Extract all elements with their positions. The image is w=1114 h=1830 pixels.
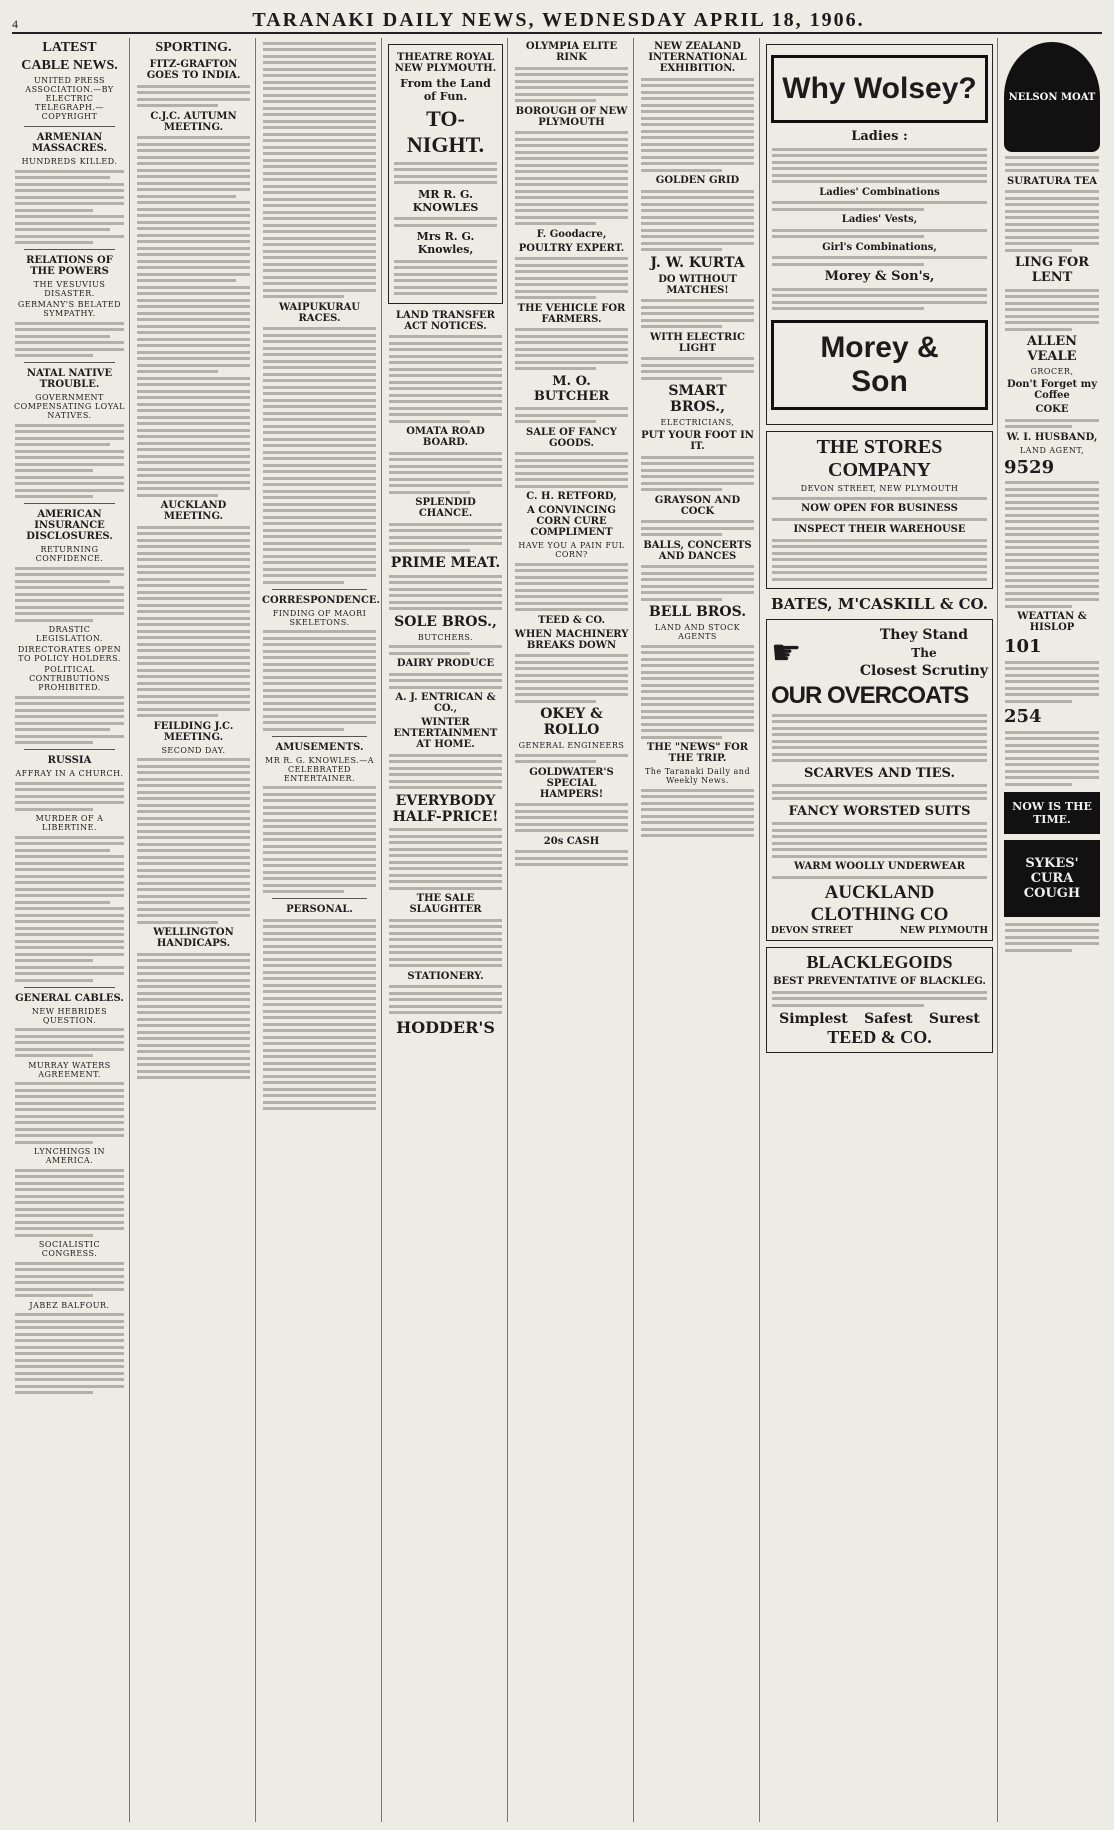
headline-insurance: AMERICAN INSURANCE DISCLOSURES. [26,509,113,542]
ad-foot-in-it: PUT YOUR FOOT IN IT. [641,430,754,452]
headline-fitz-grafton: FITZ-GRAFTON GOES TO INDIA. [146,59,241,81]
ad-stationery: STATIONERY. [407,970,484,982]
ad-our-overcoats: OUR OVERCOATS [771,682,969,709]
headline-splendid: SPLENDID CHANCE. [415,497,476,519]
ad-corn-cure: A CONVINCING CORN CURE COMPLIMENT [527,505,616,538]
headline-auckland-meeting: AUCKLAND MEETING. [160,500,227,522]
headline-armenian: ARMENIAN MASSACRES. [31,132,108,154]
ad-scarves-ties: SCARVES AND TIES. [804,765,955,781]
ad-safest: Safest [864,1010,913,1027]
ad-smart-bros: SMART BROS., [668,383,727,415]
column-ads-theatre [384,38,508,1822]
ad-grayson-cock: GRAYSON AND COCK [654,494,741,517]
ad-blacklegoids [766,947,993,1053]
subhead-vesuvius: THE VESUVIUS DISASTER. [33,280,106,298]
ad-sale-slaughter: THE SALE SLAUGHTER [409,893,482,915]
subhead-confidence: RETURNING CONFIDENCE. [35,545,104,563]
ad-why-wolsey-box [771,55,988,123]
heading-cable-news: CABLE NEWS. [21,58,118,73]
headline-natal: NATAL NATIVE TROUBLE. [26,368,113,390]
ad-devon-street: DEVON STREET [771,926,853,936]
ad-engineers: GENERAL ENGINEERS [518,741,625,750]
ad-blacklegoids-teed: TEED & CO. [827,1026,932,1047]
subhead-hebrides: NEW HEBRIDES QUESTION. [31,1006,108,1025]
column-racing-amusements [258,38,382,1822]
ad-9529: 9529 [1004,456,1055,478]
ad-golden-grid: GOLDEN GRID [655,175,740,186]
ad-coke: COKE [1035,404,1069,415]
press-credit: UNITED PRESS ASSOCIATION.—BY ELECTRIC TELEGRAPH.—COPYRIGHT [25,76,114,121]
column-display-ads [762,38,998,1822]
ad-hodders: HODDER'S [396,1017,495,1037]
ad-auckland-clothing [766,619,993,941]
headline-feilding: FEILDING J.C. MEETING. [153,720,234,743]
ad-sole-bros-butchers: BUTCHERS. [417,632,474,642]
ad-20s-cash: 20s CASH [543,835,600,847]
ad-butcher: M. O. BUTCHER [533,373,610,404]
ad-blacklegoids-sub: BEST PREVENTATIVE OF BLACKLEG. [773,976,986,987]
ad-girls-combinations: Girl's Combinations, [822,241,937,253]
column-cable-news [10,38,130,1822]
ad-goodacre: F. Goodacre, [536,228,607,240]
ad-goldwaters: GOLDWATER'S SPECIAL HAMPERS! [529,766,614,800]
newspaper-title: TARANAKI DAILY NEWS, WEDNESDAY APRIL 18, 1906. [252,9,865,31]
subhead-second-day: SECOND DAY. [161,745,226,755]
pointing-hand-icon: ☛ [771,633,802,673]
ad-stores-open: NOW OPEN FOR BUSINESS [801,503,958,514]
headline-powers: RELATIONS OF THE POWERS [26,255,113,277]
subhead-directorates: DIRECTORATES OPEN TO POLICY HOLDERS. [17,645,122,663]
column-ads-exhibition [636,38,760,1822]
ad-ladies-vests: Ladies' Vests, [841,214,918,225]
ad-bell-bros: BELL BROS. [648,604,747,620]
ad-machinery: WHEN MACHINERY BREAKS DOWN [514,628,629,651]
column-right-ads [1000,38,1104,1822]
headline-waipukurau: WAIPUKURAU RACES. [278,301,361,324]
ad-everybody-half-price: EVERYBODY HALF-PRICE! [392,792,499,825]
subhead-legislation: DRASTIC LEGISLATION. [36,625,103,643]
ad-husband: W. I. HUSBAND, [1006,431,1098,443]
ad-new-plymouth: NEW PLYMOUTH [899,926,988,936]
ad-grocer: GROCER, [1030,367,1074,376]
ad-allen-veale: ALLEN VEALE [1026,334,1078,364]
subhead-political: POLITICAL CONTRIBUTIONS PROHIBITED. [29,665,110,692]
headline-general-cables: GENERAL CABLES. [15,992,124,1004]
ad-auckland-clothing-title: AUCKLAND CLOTHING CO [810,882,949,925]
theatre-tagline: From the Land of Fun. [400,77,491,103]
ad-why-wolsey-title: Why Wolsey? [782,72,977,105]
ad-teed-co: TEED & CO. [538,614,605,626]
masthead-spacer [1099,17,1102,32]
subhead-germany: GERMANY'S BELATED SYMPATHY. [17,300,122,318]
subhead-hundreds-killed: HUNDREDS KILLED. [21,157,118,166]
masthead [12,10,1102,34]
ad-bates-mcaskill: BATES, M'CASKILL & CO. [771,595,988,613]
column-ads-olympia [510,38,634,1822]
page-number: 4 [12,17,18,31]
subhead-natal: GOVERNMENT COMPENSATING LOYAL NATIVES. [14,393,125,420]
ad-exhibition: NEW ZEALAND INTERNATIONAL EXHIBITION. [648,41,747,74]
headline-omata: OMATA ROAD BOARD. [406,426,485,448]
subhead-maori-skeletons: FINDING OF MAORI SKELETONS. [272,608,367,627]
ad-electricians: ELECTRICIANS, [660,418,735,427]
ad-now-is-the-time: NOW IS THE TIME. [1004,792,1100,834]
headline-amusements: AMUSEMENTS. [275,741,364,753]
ad-101: 101 [1004,636,1042,657]
ad-coffee: Don't Forget my Coffee [1006,379,1098,401]
ad-morey-son [766,44,993,425]
ad-woolly-underwear: WARM WOOLLY UNDERWEAR [793,861,966,872]
ad-borough: BOROUGH OF NEW PLYMOUTH [515,105,628,128]
ad-okey-rollo: OKEY & ROLLO [540,706,603,738]
ad-stores-inspect: INSPECT THEIR WAREHOUSE [793,524,966,535]
ad-surest: Surest [928,1010,980,1027]
ad-electric-light: WITH ELECTRIC LIGHT [650,331,745,354]
ad-ladies: Ladies : [851,129,908,144]
ad-stock-agents: LAND AND STOCK AGENTS [654,623,741,641]
ad-kurta: J. W. KURTA [650,254,745,271]
ad-olympia: OLYMPIA ELITE RINK [525,41,618,63]
headline-correspondence: CORRESPONDENCE. [262,594,381,606]
ad-moreys: Morey & Son's, [824,269,935,284]
ad-worsted-suits: FANCY WORSTED SUITS [788,803,971,819]
ad-fancy-goods: SALE OF FANCY GOODS. [526,426,617,449]
ad-painful-corn: HAVE YOU A PAIN FUL CORN? [518,541,625,559]
ad-vehicle-farmers: THE VEHICLE FOR FARMERS. [517,302,626,325]
headline-wellington-handicaps: WELLINGTON HANDICAPS. [153,927,234,949]
ad-theatre-royal [388,44,503,304]
ad-blacklegoids-title: BLACKLEGOIDS [806,952,953,972]
ad-weattan-hislop: WEATTAN & HISLOP [1017,611,1087,633]
theatre-performer: MR R. G. KNOWLES [412,187,479,214]
ad-matches: DO WITHOUT MATCHES! [658,273,737,296]
ad-prime-meat: PRIME MEAT. [390,555,501,571]
ad-news-trip: THE "NEWS" FOR THE TRIP. [646,742,749,764]
subhead-libertine: MURDER OF A LIBERTINE. [35,814,104,832]
subhead-knowles: MR R. G. KNOWLES.—A CELEBRATED ENTERTAINER. [265,755,374,783]
ad-sykes-cura-cough: SYKES' CURA COUGH [1004,840,1100,917]
nelson-moat-logo: NELSON MOAT [1004,42,1100,152]
subhead-murray: MURRAY WATERS AGREEMENT. [28,1060,111,1079]
heading-latest: LATEST [42,40,97,55]
subhead-balfour: JABEZ BALFOUR. [29,1300,110,1310]
ad-they-stand: They Stand [879,627,969,643]
headline-cjc: C.J.C. AUTUMN MEETING. [150,110,237,133]
ad-the: The [911,646,937,660]
ad-stores-address: DEVON STREET, NEW PLYMOUTH [800,484,959,493]
subhead-socialistic: SOCIALISTIC CONGRESS. [38,1240,101,1258]
ad-254: 254 [1004,706,1042,727]
headline-russia: RUSSIA [47,755,92,766]
ad-simplest: Simplest [779,1010,848,1027]
ad-morey-son-logo: Morey & Son [771,320,988,410]
theatre-performer-2: Mrs R. G. Knowles, [416,230,475,256]
ad-land-agent: LAND AGENT, [1019,445,1085,455]
ad-entrican: A. J. ENTRICAN & CO., [395,692,496,714]
ad-ling-for-lent: LING FOR LENT [1014,255,1090,285]
ad-retford: C. H. RETFORD, [526,491,617,502]
theatre-title: THEATRE ROYAL NEW PLYMOUTH. [394,52,497,74]
theatre-tonight: TO-NIGHT. [406,106,485,157]
column-sporting [132,38,256,1822]
headline-personal: PERSONAL. [286,904,353,915]
ad-poultry-expert: POULTRY EXPERT. [518,242,625,254]
ad-closest-scrutiny: Closest Scrutiny [859,663,988,679]
ad-sole-bros: SOLE BROS., [394,613,497,630]
ad-suratura-tea: SURATURA TEA [1007,175,1097,187]
subhead-affray: AFFRAY IN A CHURCH. [15,769,124,778]
ad-dairy-produce: DAIRY PRODUCE [396,658,495,669]
heading-sporting: SPORTING. [155,40,232,55]
ad-daily-weekly: The Taranaki Daily and Weekly News. [644,767,751,785]
ad-stores-title: THE STORES COMPANY [816,436,943,481]
ad-ladies-combinations: Ladies' Combinations [819,186,940,198]
headline-land-transfer: LAND TRANSFER ACT NOTICES. [396,309,495,332]
ad-winter-entertainment: WINTER ENTERTAINMENT AT HOME. [393,717,498,750]
subhead-lynchings: LYNCHINGS IN AMERICA. [34,1147,105,1165]
ad-balls-concerts: BALLS, CONCERTS AND DANCES [643,539,752,562]
ad-stores-company [766,431,993,589]
